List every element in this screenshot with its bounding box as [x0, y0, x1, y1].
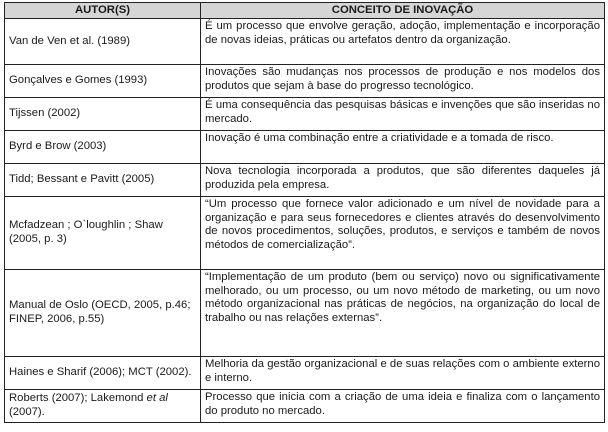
- concept-cell: “Um processo que fornece valor adicionado e um nível de novidade para a organização e para seus fornecedores e clientes através do desenvolvimento de novos procedimentos, soluções, produtos, e serviços e também de novos métodos de comercialização”.: [201, 197, 605, 270]
- concept-cell: Nova tecnologia incorporada a produtos, que são diferentes daqueles já produzida pela empresa.: [201, 164, 605, 197]
- innovation-concepts-table: [4, 2, 605, 423]
- table-row: [5, 131, 605, 164]
- author-text-suffix: (2007).: [9, 406, 45, 418]
- author-cell: [5, 390, 201, 423]
- author-cell: Byrd e Brow (2003): [5, 131, 201, 164]
- author-italic-text: et al: [146, 392, 168, 405]
- table-row: [5, 98, 605, 131]
- author-cell: Tijssen (2002): [5, 98, 201, 131]
- concept-column-header: CONCEITO DE INOVAÇÃO: [201, 3, 605, 19]
- author-cell: Manual de Oslo (OECD, 2005, p.46; FINEP, 2006, p.55): [5, 270, 201, 357]
- table-row: [5, 197, 605, 270]
- concept-cell: Inovação é uma combinação entre a criatividade e a tomada de risco.: [201, 131, 605, 164]
- concept-cell: Melhoria da gestão organizacional e de suas relações com o ambiente externo e interno.: [201, 357, 605, 390]
- table-row: [5, 19, 605, 65]
- concept-cell: “Implementação de um produto (bem ou serviço) novo ou significativamente melhorado, ou um processo, ou um novo método de marketing, ou um novo método organizacional nas práticas de negócios, na organização do local de trabalho ou nas relações externas”.: [201, 270, 605, 357]
- author-column-header: AUTOR(S): [5, 3, 201, 19]
- author-cell: Van de Ven et al. (1989): [5, 19, 201, 65]
- author-cell: Mcfadzean ; O`loughlin ; Shaw (2005, p. 3): [5, 197, 201, 270]
- author-cell: Haines e Sharif (2006); MCT (2002).: [5, 357, 201, 390]
- author-cell: Tidd; Bessant e Pavitt (2005): [5, 164, 201, 197]
- concept-cell: É um processo que envolve geração, adoção, implementação e incorporação de novas ideias, práticas ou artefatos dentro da organização.: [201, 19, 605, 65]
- author-text: Roberts (2007); Lakemond: [9, 392, 147, 405]
- table-row: [5, 164, 605, 197]
- table-row: [5, 65, 605, 98]
- table-row: [5, 390, 605, 423]
- concept-cell: É uma consequência das pesquisas básicas e invenções que são inseridas no mercado.: [201, 98, 605, 131]
- author-cell: Gonçalves e Gomes (1993): [5, 65, 201, 98]
- table-row: [5, 270, 605, 357]
- table-row: [5, 357, 605, 390]
- concept-cell: Processo que inicia com a criação de uma ideia e finaliza com o lançamento do produto no mercado.: [201, 390, 605, 423]
- concept-cell: Inovações são mudanças nos processos de produção e nos modelos dos produtos que sejam à base do progresso tecnológico.: [201, 65, 605, 98]
- table-header-row: [5, 3, 605, 19]
